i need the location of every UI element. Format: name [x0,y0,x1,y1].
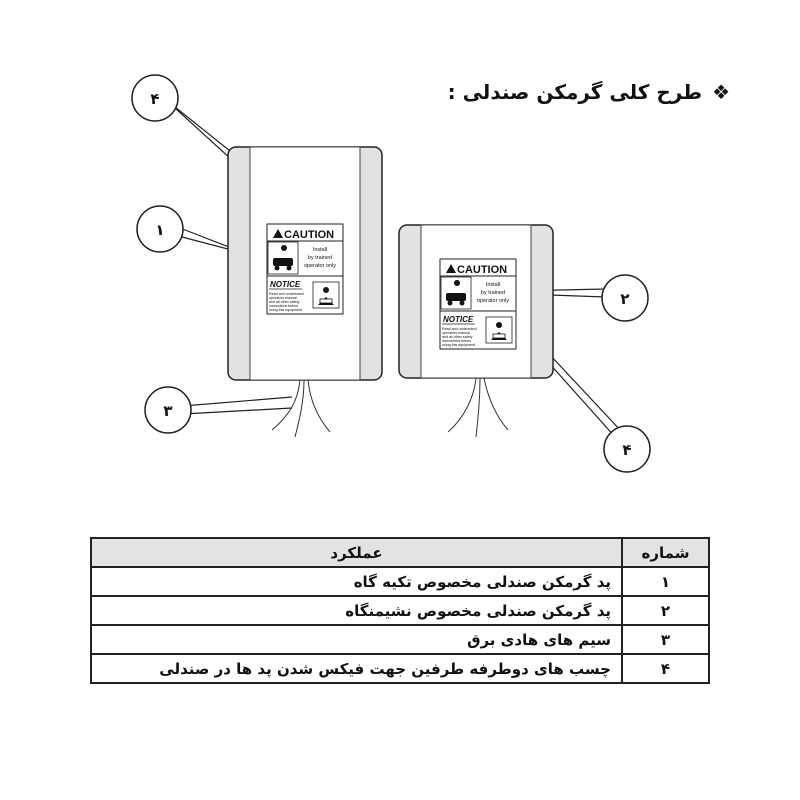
notice-line-5: using this equipment [269,308,302,312]
row-number: ۱ [622,567,709,596]
row-number: ۴ [622,654,709,683]
svg-text:۲: ۲ [620,290,630,308]
notice-line-4: instructions before [269,304,299,308]
row-function: پد گرمکن صندلی مخصوص تکیه گاه [91,567,622,596]
callout-3 [145,387,191,433]
table-row [91,596,709,625]
notice-line-1: Read and understand [442,327,477,331]
notice-word: NOTICE [443,315,474,324]
row-function: چسب های دوطرفه طرفین جهت فیکس شدن پد ها در صندلی [91,654,622,683]
callout-2 [602,275,648,321]
header-function: عملکرد [91,538,622,567]
notice-line-2: operators manual [269,296,297,300]
caution-line-3: operator only [476,298,510,304]
notice-line-4: instructions before [442,339,472,343]
table-row [91,654,709,683]
header-number: شماره [622,538,709,567]
row-function: سیم های هادی برق [91,625,622,654]
table-row [91,625,709,654]
caution-word: CAUTION [284,229,335,241]
warning-label-right [440,259,516,349]
notice-word: NOTICE [270,280,301,289]
caution-line-2: by trained [307,255,333,261]
svg-text:۳: ۳ [163,402,173,420]
notice-line-3: and all other safety [269,300,300,304]
components-table [90,537,710,684]
svg-text:۴: ۴ [622,441,632,459]
caution-line-2: by trained [480,290,506,296]
svg-text:۱: ۱ [155,221,165,239]
title-text: طرح کلی گرمکن صندلی : [447,80,703,104]
caution-line-3: operator only [303,263,337,269]
table-header-row [91,538,709,567]
warning-label-left [267,224,343,314]
callout-1 [137,206,183,252]
caution-line-1: Install [312,247,328,253]
caution-line-1: Install [485,282,501,288]
notice-line-5: using this equipment [442,343,475,347]
row-function: پد گرمکن صندلی مخصوص نشیمنگاه [91,596,622,625]
row-number: ۲ [622,596,709,625]
notice-line-1: Read and understand [269,292,304,296]
diamond-bullet-icon: ❖ [712,80,730,104]
svg-text:۴: ۴ [150,90,160,108]
notice-line-3: and all other safety [442,335,473,339]
row-number: ۳ [622,625,709,654]
table-row [91,567,709,596]
notice-line-2: operators manual [442,331,470,335]
callout-4-bottom [604,426,650,472]
callout-4-top [132,75,178,121]
power-wires-right [448,378,508,437]
caution-word: CAUTION [457,264,508,276]
